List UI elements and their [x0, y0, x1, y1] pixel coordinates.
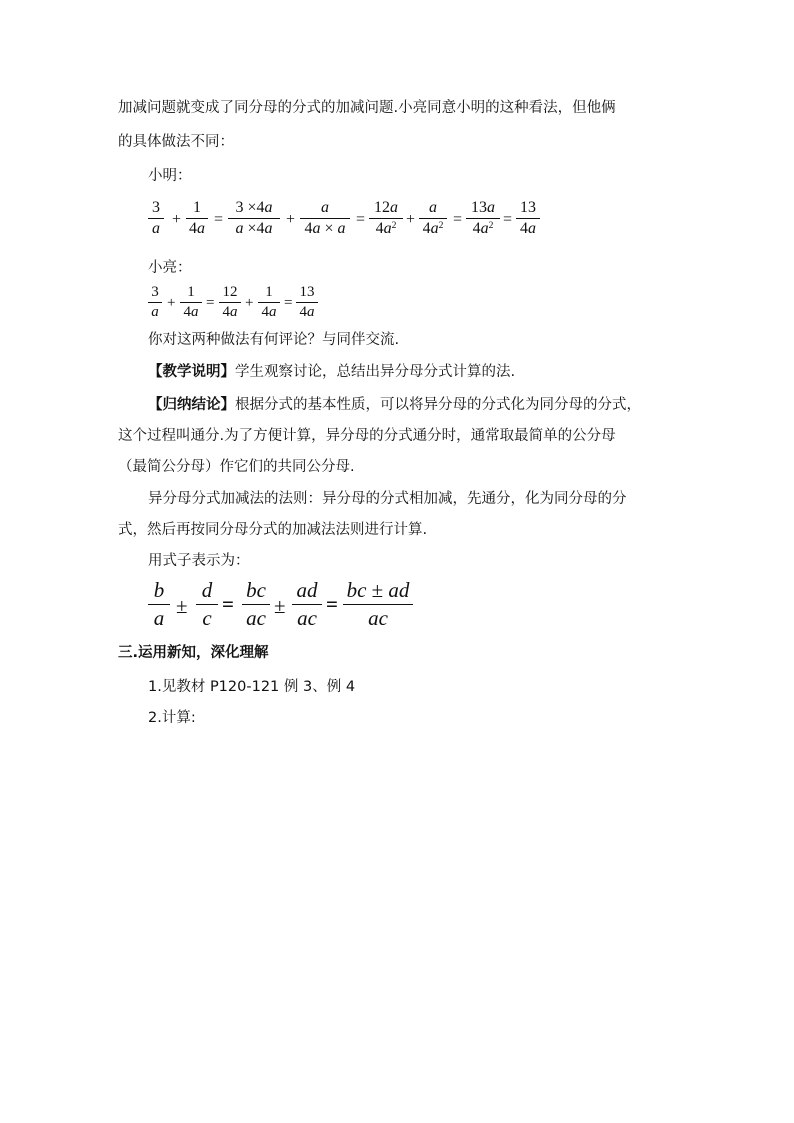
conclusion-tag: 【归纳结论】	[148, 397, 235, 413]
operator: =	[503, 211, 513, 228]
fraction: 1 4a	[180, 285, 202, 320]
fraction: ad ac	[292, 580, 322, 629]
fraction: 1 4a	[258, 285, 280, 320]
conclusion-line	[148, 395, 641, 415]
fraction: 13 4a	[296, 285, 318, 320]
operator: =	[222, 592, 234, 616]
operator: =	[326, 592, 338, 616]
fraction: bc ac	[242, 580, 270, 629]
operator: ±	[274, 594, 286, 618]
paragraph-line: 异分母分式加减法的法则：异分母的分式相加减，先通分，化为同分母的分	[148, 491, 627, 507]
paragraph-line: （最简公分母）作它们的共同公分母.	[118, 459, 355, 475]
paragraph-line: 用式子表示为：	[148, 553, 250, 569]
teaching-note-tag: 【教学说明】	[148, 364, 235, 380]
fraction: 3 ×4a a ×4a	[228, 200, 280, 237]
xiaoliang-label: 小亮：	[148, 260, 192, 276]
fraction: a $4a^2$	[419, 200, 447, 237]
paragraph-line: 你对这两种做法有何评论？与同伴交流.	[148, 332, 400, 348]
fraction: d c	[196, 580, 218, 629]
fraction: 13a $4a^2$	[466, 200, 500, 237]
list-item: 1.见教材 P120-121 例 3、例 4	[148, 679, 356, 695]
paragraph-line: 的具体做法不同：	[118, 134, 234, 150]
section-heading: 三.运用新知，深化理解	[118, 645, 269, 661]
paragraph-line: 式，然后再按同分母分式的加减法法则进行计算.	[118, 522, 428, 538]
fraction: 3 a	[148, 285, 162, 320]
paragraph-line: 这个过程叫通分.为了方便计算，异分母的分式通分时，通常取最简单的公分母	[118, 428, 616, 444]
operator: +	[286, 211, 296, 228]
fraction: bc ± ad ac	[343, 580, 413, 629]
operator: +	[172, 211, 182, 228]
xiaoming-label: 小明：	[148, 168, 192, 184]
fraction: 13 4a	[516, 200, 540, 237]
list-item: 2.计算:	[148, 710, 196, 726]
operator: =	[356, 211, 366, 228]
operator: +	[406, 211, 416, 228]
teaching-note-text: 学生观察讨论，总结出异分母分式计算的法.	[235, 364, 516, 380]
operator: =	[214, 211, 224, 228]
fraction: 12 4a	[219, 285, 241, 320]
operator: =	[284, 295, 293, 311]
operator: =	[206, 295, 215, 311]
fraction: 3 a	[148, 200, 164, 237]
operator: +	[167, 295, 176, 311]
operator: +	[245, 295, 254, 311]
operator: =	[453, 211, 463, 228]
teaching-note	[148, 362, 515, 382]
conclusion-text: 根据分式的基本性质，可以将异分母的分式化为同分母的分式，	[235, 397, 641, 413]
paragraph-line: 加减问题就变成了同分母的分式的加减问题.小亮同意小明的这种看法，但他俩	[118, 100, 616, 116]
fraction: b a	[148, 580, 170, 629]
operator: ±	[176, 594, 188, 618]
fraction: a 4a × a	[300, 200, 350, 237]
fraction: 12a $4a^2$	[369, 200, 403, 237]
fraction: 1 4a	[186, 200, 208, 237]
